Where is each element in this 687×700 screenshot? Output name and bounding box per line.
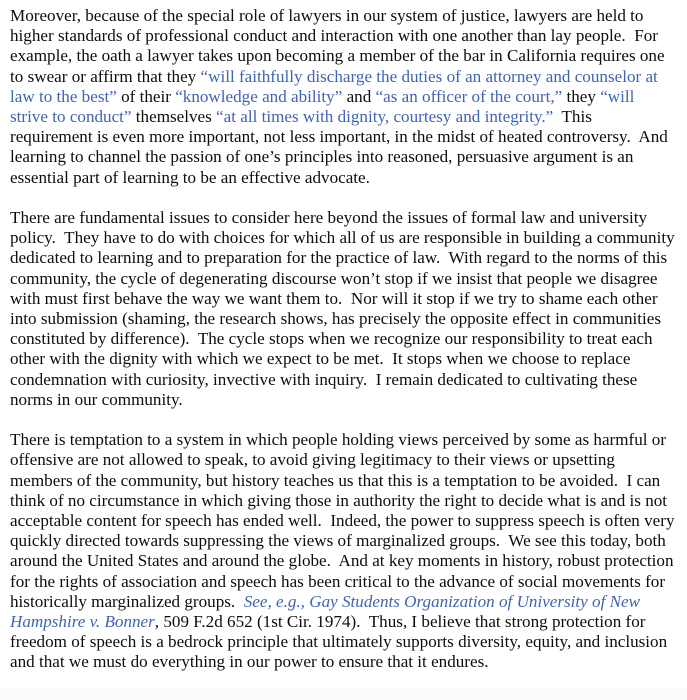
text-run: themselves: [131, 107, 217, 127]
text-run: of their: [116, 86, 176, 106]
hyperlink-text[interactable]: “knowledge and ability”: [175, 86, 343, 106]
page-bottom-edge: [0, 688, 687, 700]
text-run: There are fundamental issues to consider here beyond the issues of formal law and university policy. They have to do with choices for which all of us are responsible in building a community dedicated to learning and to preparation for the practice of law. With regard to the norms of this community, the cycle of degenerating discourse won’t stop if we insist that people we disagree with must first behave the way we want them to. Nor will it stop if we try to shame each other into submission (shaming, the research shows, has precisely the opposite effect in communities constituted by difference). The cycle stops when we recognize our responsibility to treat each other with the dignity with which we expect to be met. It stops when we choose to replace condemnation with curiosity, invective with inquiry. I remain dedicated to cultivating these norms in our community.: [10, 208, 679, 409]
text-run: and: [342, 86, 376, 106]
paragraph: [10, 208, 679, 410]
paragraph: [10, 6, 676, 188]
hyperlink-text[interactable]: “will strive to conduct”: [10, 86, 639, 127]
paragraph: [10, 430, 679, 672]
hyperlink-text[interactable]: “at all times with dignity, courtesy and integrity.”: [216, 107, 554, 127]
text-run: There is temptation to a system in which people holding views perceived by some as harmful or offensive are not allowed to speak, to avoid giving legitimacy to their views or upsetting members of the community, but history teaches us that this is a temptation to be avoided. I can think of no circumstance in which giving those in authority the right to decide what is and is not acceptable content for speech has ended well. Indeed, the power to suppress speech is often very quickly directed towards suppressing the views of marginalized groups. We see this today, both around the United States and around the globe. And at key moments in history, robust protection for the rights of association and speech has been critical to the advance of social movements for historically marginalized groups.: [10, 430, 679, 611]
text-run: they: [562, 86, 601, 106]
hyperlink-text[interactable]: See, e.g., Gay Students Organization of University of New Hampshire v. Bonner: [10, 591, 645, 632]
hyperlink-text[interactable]: “as an officer of the court,”: [375, 86, 563, 106]
hyperlink-text[interactable]: “will faithfully discharge the duties of an attorney and counselor at law to the best”: [10, 66, 663, 106]
text-run: , 509 F.2d 652 (1st Cir. 1974). Thus, I believe that strong protection for freedom of speech is a bedrock principle that ultimately supports diversity, equity, and inclusion and that we must do everything in our power to ensure that it endures.: [10, 612, 672, 672]
text-run: This requirement is even more important, not less important, in the midst of heated controversy. And learning to channel the passion of one’s principles into reasoned, persuasive argument is an essential part of learning to be an effective advocate.: [10, 107, 673, 187]
text-run: Moreover, because of the special role of lawyers in our system of justice, lawyers are held to higher standards of professional conduct and interaction with one another than lay people. For example, the oath a lawyer takes upon becoming a member of the bar in California requires one to swear or affirm that they: [10, 6, 669, 86]
